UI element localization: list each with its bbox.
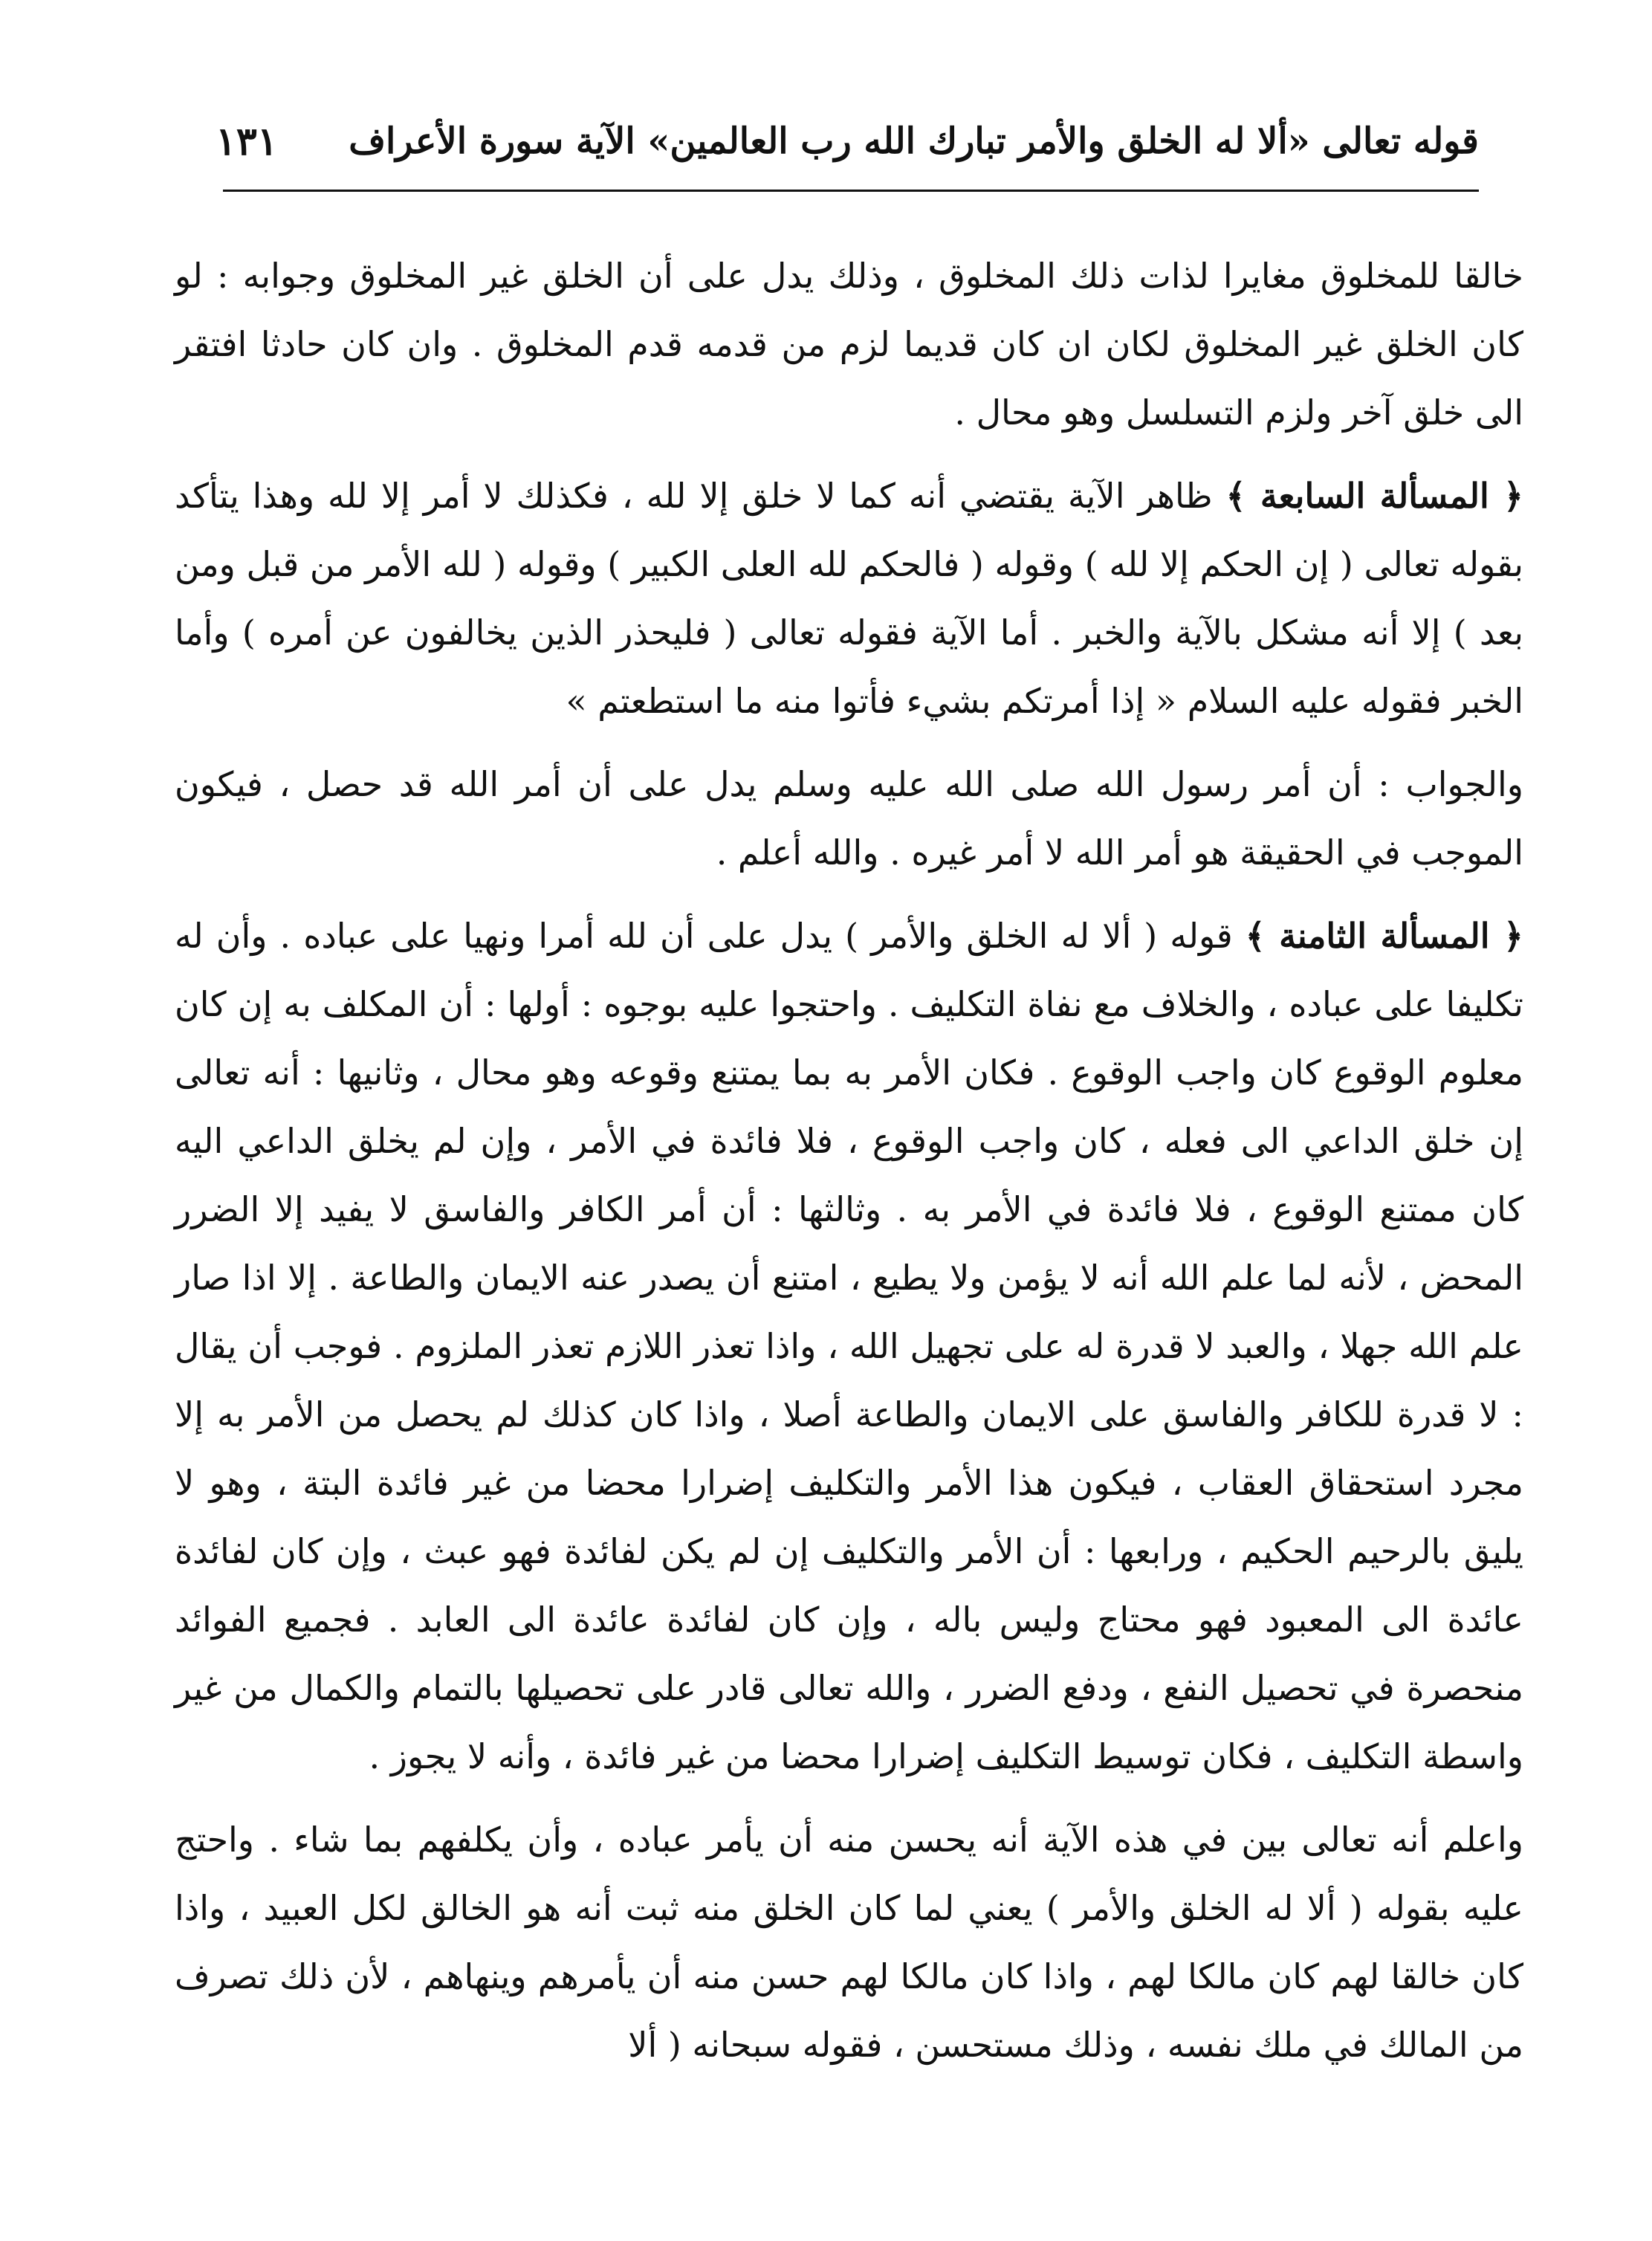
paragraph-text: قوله ( ألا له الخلق والأمر ) يدل على أن لله أمرا ونهيا على عباده . وأن له تكليفا على عباده ، والخلاف مع نفاة التكليف . واحتجوا عليه بوجوه : أولها : أن المكلف به إن كان معلوم الوقوع كان واجب الوقوع . فكان الأمر به بما يمتنع وقوعه وهو محال ، وثانيها : أنه تعالى إن خلق الداعي الى فعله ، كان واجب الوقوع ، فلا فائدة في الأمر ، وإن لم يخلق الداعي اليه كان ممتنع الوقوع ، فلا فائدة في الأمر به . وثالثها : أن أمر الكافر والفاسق لا يفيد إلا الضرر المحض ، لأنه لما علم الله أنه لا يؤمن ولا يطيع ، امتنع أن يصدر عنه الايمان والطاعة . إلا اذا صار علم الله جهلا ، والعبد لا قدرة له على تجهيل الله ، واذا تعذر اللازم تعذر الملزوم . فوجب أن يقال : لا قدرة للكافر والفاسق على الايمان والطاعة أصلا ، واذا كان كذلك لم يحصل من الأمر به إلا مجرد استحقاق العقاب ، فيكون هذا الأمر والتكليف إضرارا محضا من غير فائدة البتة ، وهو لا يليق بالرحيم الحكيم ، ورابعها : أن الأمر والتكليف إن لم يكن لفائدة فهو عبث ، وإن كان لفائدة عائدة الى المعبود فهو محتاج وليس باله ، وإن كان لفائدة عائدة الى العابد . فجميع الفوائد منحصرة في تحصيل النفع ، ودفع الضرر ، والله تعالى قادر على تحصيلها بالتمام والكمال من غير واسطة التكليف ، فكان توسيط التكليف إضرارا محضا من غير فائدة ، وأنه لا يجوز . [175, 916, 1523, 1776]
paragraph [175, 1805, 1523, 2079]
paragraph [175, 242, 1523, 447]
paragraph-text: واعلم أنه تعالى بين في هذه الآية أنه يحسن منه أن يأمر عباده ، وأن يكلفهم بما شاء . واحتج عليه بقوله ( ألا له الخلق والأمر ) يعني لما كان الخلق منه ثبت أنه هو الخالق لكل العبيد ، واذا كان خالقا لهم كان مالكا لهم ، واذا كان مالكا لهم حسن منه أن يأمرهم وينهاهم ، لأن ذلك تصرف من المالك في ملك نفسه ، وذلك مستحسن ، فقوله سبحانه ( ألا [175, 1820, 1523, 2065]
body-text [175, 242, 1523, 2094]
header-rule [223, 190, 1479, 192]
running-title: قوله تعالى «ألا له الخلق والأمر تبارك الله رب العالمين» الآية سورة الأعراف [349, 120, 1479, 162]
section-heading: ﴿ المسألة السابعة ﴾ [1225, 476, 1523, 516]
paragraph-text: خالقا للمخلوق مغايرا لذات ذلك المخلوق ، وذلك يدل على أن الخلق غير المخلوق وجوابه : لو كان الخلق غير المخلوق لكان ان كان قديما لزم من قدمه قدم المخلوق . وان كان حادثا افتقر الى خلق آخر ولزم التسلسل وهو محال . [175, 256, 1523, 433]
paragraph-text: ظاهر الآية يقتضي أنه كما لا خلق إلا لله ، فكذلك لا أمر إلا لله وهذا يتأكد بقوله تعالى ( إن الحكم إلا لله ) وقوله ( فالحكم لله العلى الكبير ) وقوله ( لله الأمر من قبل ومن بعد ) إلا أنه مشكل بالآية والخبر . أما الآية فقوله تعالى ( فليحذر الذين يخالفون عن أمره ) وأما الخبر فقوله عليه السلام « إذا أمرتكم بشيء فأتوا منه ما استطعتم » [175, 476, 1523, 721]
page-number: ١٣١ [216, 118, 278, 164]
section-heading: ﴿ المسألة الثامنة ﴾ [1245, 916, 1523, 956]
paragraph-text: والجواب : أن أمر رسول الله صلى الله عليه وسلم يدل على أن أمر الله قد حصل ، فيكون الموجب في الحقيقة هو أمر الله لا أمر غيره . والله أعلم . [175, 764, 1523, 873]
paragraph [175, 902, 1523, 1791]
paragraph [175, 750, 1523, 887]
paragraph [175, 462, 1523, 735]
page-header [216, 111, 1479, 171]
